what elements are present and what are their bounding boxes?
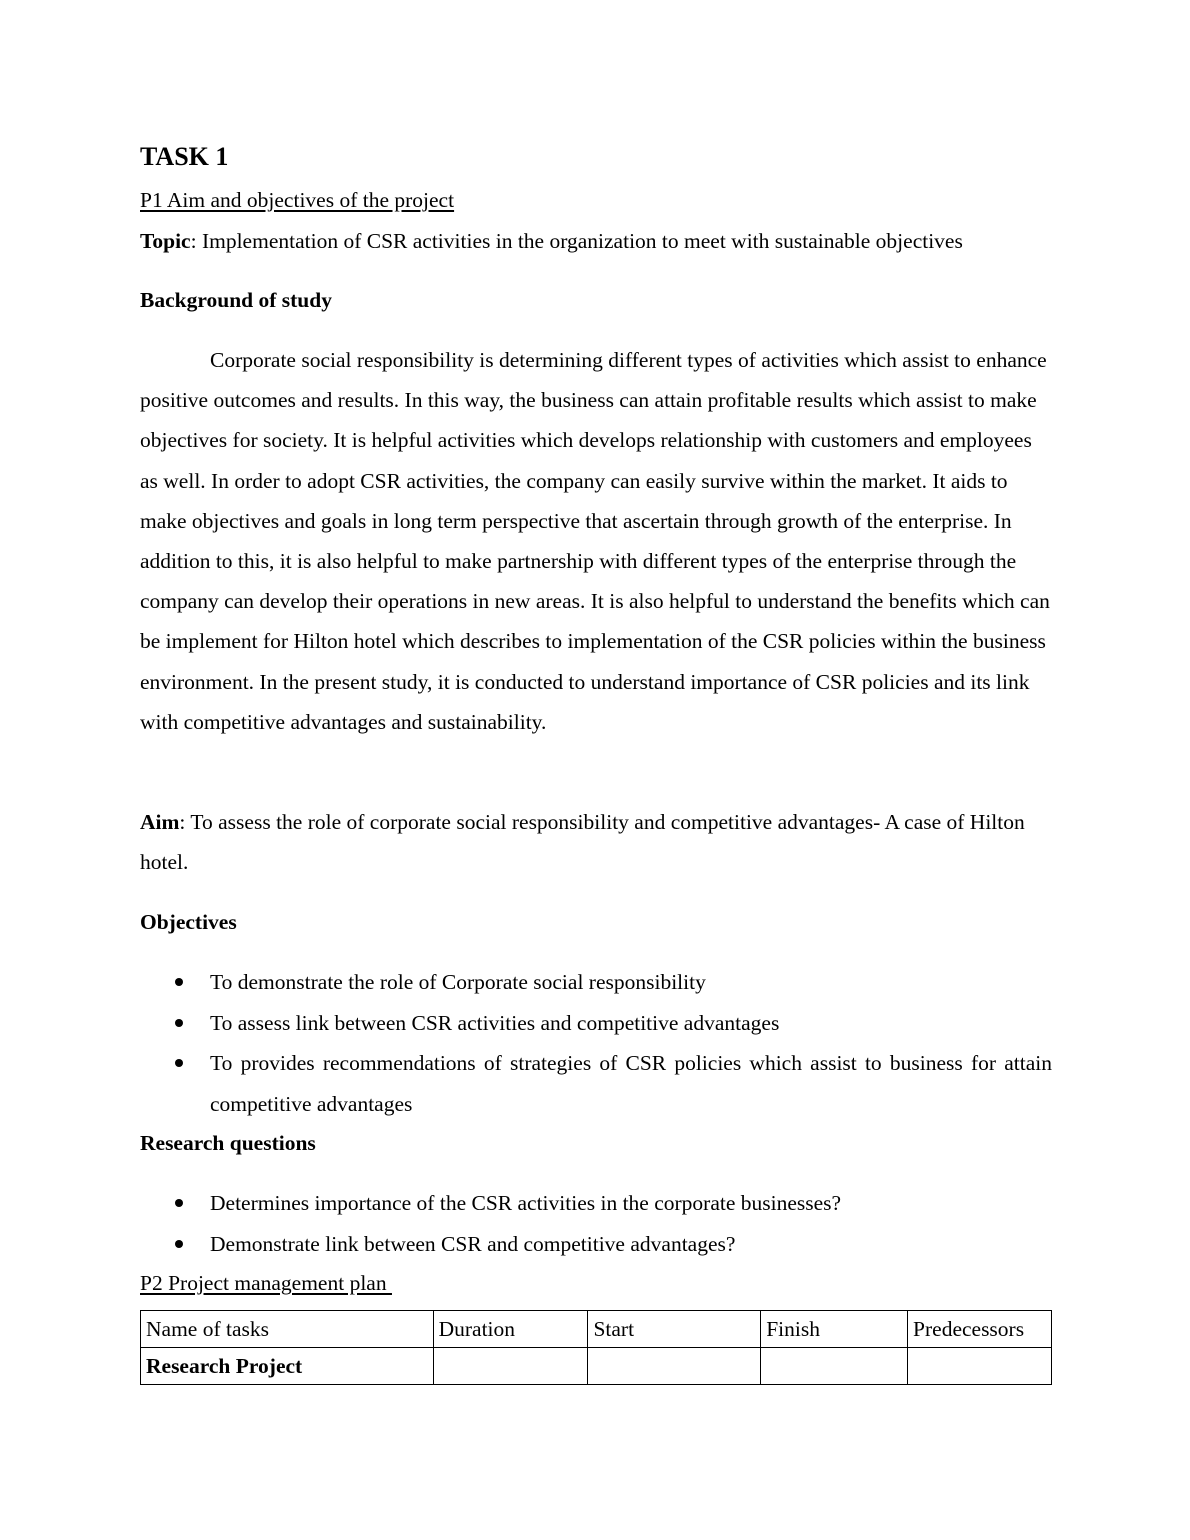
bullet-icon [175,1019,183,1027]
research-questions-list [140,1183,1052,1264]
list-item: Demonstrate link between CSR and competitive advantages? [140,1224,1052,1265]
list-item: To provides recommendations of strategies of CSR policies which assist to business for attain competitive advantages [140,1043,1052,1124]
project-plan-table [140,1310,1052,1385]
p2-section-title: P2 Project management plan [140,1271,392,1295]
topic-line [140,231,963,253]
table-cell [433,1348,588,1385]
research-questions-heading: Research questions [140,1131,316,1155]
aim-label: Aim [140,810,180,834]
bullet-icon [175,1059,183,1067]
table-cell: Research Project [141,1348,434,1385]
table-header-cell: Duration [433,1311,588,1348]
background-heading: Background of study [140,288,332,312]
topic-label: Topic [140,229,191,253]
task-heading: TASK 1 [140,142,229,171]
objectives-list [140,962,1052,1124]
table-header-cell: Name of tasks [141,1311,434,1348]
table-header-cell: Finish [761,1311,908,1348]
list-item: Determines importance of the CSR activities in the corporate businesses? [140,1183,1052,1224]
topic-text: : Implementation of CSR activities in the organization to meet with sustainable objectives [190,229,963,253]
table-header-cell: Start [588,1311,761,1348]
objectives-heading: Objectives [140,910,237,934]
bullet-icon [175,1199,183,1207]
bullet-icon [175,978,183,986]
table-header-row [141,1311,1052,1348]
table-cell [761,1348,908,1385]
aim-text: : To assess the role of corporate social responsibility and competitive advantages- A case of Hilton hotel. [140,810,1025,874]
bullet-icon [175,1240,183,1248]
background-paragraph: Corporate social responsibility is determining different types of activities which assist to enhance positive outcomes and results. In this way, the business can attain profitable results which assist to make objectives for society. It is helpful activities which develops relationship with customers and employees as well. In order to adopt CSR activities, the company can easily survive within the market. It aids to make objectives and goals in long term perspective that ascertain through growth of the enterprise. In addition to this, it is also helpful to make partnership with different types of the enterprise through the company can develop their operations in new areas. It is also helpful to understand the benefits which can be implement for Hilton hotel which describes to implementation of the CSR policies within the business environment. In the present study, it is conducted to understand importance of CSR policies and its link with competitive advantages and sustainability. [140,348,1050,734]
list-item: To assess link between CSR activities and competitive advantages [140,1003,1052,1044]
table-cell [908,1348,1052,1385]
aim-paragraph [140,802,1052,882]
table-header-cell: Predecessors [908,1311,1052,1348]
table-cell [588,1348,761,1385]
p1-section-title: P1 Aim and objectives of the project [140,188,455,212]
list-item: To demonstrate the role of Corporate social responsibility [140,962,1052,1003]
table-row [141,1348,1052,1385]
